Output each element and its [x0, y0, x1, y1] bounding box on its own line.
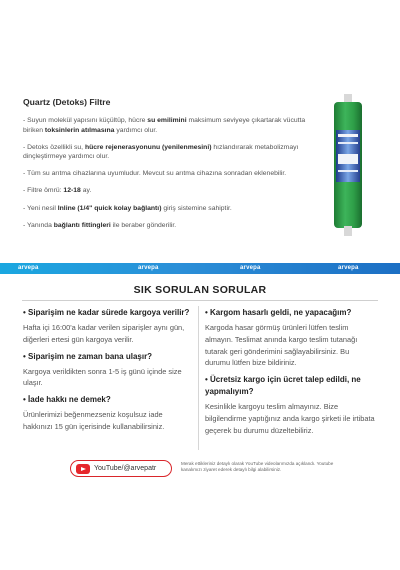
feature-text: - Suyun molekül yapısını küçültüp, hücre [23, 117, 148, 124]
divider [22, 300, 378, 301]
feature-highlight: hücre rejenerasyonunu (yenilenmesini) [84, 143, 212, 151]
faq-question: • Siparişim ne zaman bana ulaşır? [23, 351, 153, 361]
youtube-icon [76, 464, 90, 474]
faq-question: • İade hakkı ne demek? [23, 395, 111, 405]
banner-brand: arvepa [240, 264, 261, 271]
feature-highlight: su emilimini [147, 117, 187, 124]
banner-brand: arvepa [138, 264, 159, 271]
feature-text: ile beraber gönderilir. [110, 221, 177, 229]
feature-highlight: bağlantı fittingleri [53, 221, 111, 229]
feature-text: - Yanında [23, 221, 54, 229]
youtube-note: Merak ettikleriniz detaylı olarak YouTube videolarımızda açıklandı. Youtube kanalımızı ziyaret ederek detaylı bilgi alabilirsiniz. [181, 461, 334, 472]
faq-question: • Ücretsiz kargo için ücret talep edildi, ne yapmalıyım? [205, 375, 361, 397]
feature-item [23, 204, 318, 214]
banner-brand: arvepa [18, 264, 39, 271]
banner-brand: arvepa [338, 264, 359, 271]
feature-text: yardımcı olur. [114, 126, 158, 134]
faq-answer: Ürünlerimizi beğenmezseniz koşulsuz iade hakkınızı 15 gün içerisinde kullanabilirsiniz. [23, 410, 165, 431]
faq-answer: Kargoya verildikten sonra 1-5 iş günü içinde size ulaşır. [23, 366, 182, 388]
faq-title: SIK SORULAN SORULAR [133, 284, 267, 296]
faq-right-column [205, 307, 375, 442]
faq-left-column [23, 307, 193, 438]
faq-answer: Kesinlikle kargoyu teslim almayınız. Bize bilgilendirme yaptığınız anda kargo şirketi ile irtibata geçerek bu durumu düzeltebiliriz. [205, 402, 375, 435]
feature-text: giriş sistemine sahiptir. [161, 204, 232, 212]
feature-text: - Filtre ömrü: [23, 187, 64, 195]
feature-item [23, 221, 318, 231]
feature-highlight: 12-18 [63, 187, 81, 195]
feature-text: - Detoks özellikli su, [23, 143, 85, 151]
feature-highlight: toksinlerin atılmasına [44, 126, 115, 134]
feature-item [23, 116, 318, 135]
faq-answer: Hafta içi 16:00'a kadar verilen siparişler aynı gün, diğerleri ertesi gün kargoya verilir. [23, 323, 185, 344]
feature-text: hızlandırarak metabolizmayı dinçleştirmeye yardımcı olur. [23, 143, 299, 161]
quartz-filter-image [330, 94, 366, 236]
feature-text: - Tüm su arıtma cihazlarına uyumludur. Mevcut su arıtma cihazına sonradan eklenebilir. [23, 170, 287, 178]
faq-question: • Siparişim ne kadar sürede kargoya verilir? [23, 308, 190, 317]
feature-item [23, 186, 318, 196]
feature-text: maksimum seviyeye çıkartarak vücutta biriken [23, 117, 306, 134]
brand-banner [0, 263, 400, 274]
feature-text: - Yeni nesil [23, 204, 58, 212]
faq-answer: Kargoda hasar görmüş ürünleri lütfen teslim almayın. Teslimat anında kargo teslim tutanağı tutarak geri gönderimini sağlayabilirsiniz. Bu durumu lütfen bize bildiriniz. [205, 323, 358, 368]
feature-list [23, 116, 318, 238]
faq-question: • Kargom hasarlı geldi, ne yapacağım? [205, 308, 352, 317]
youtube-label: YouTube/@arvepatr [94, 465, 157, 472]
feature-item [23, 169, 318, 179]
feature-highlight: Inline (1/4" quick kolay bağlantı) [57, 204, 162, 212]
column-divider [198, 306, 199, 450]
product-title: Quartz (Detoks) Filtre [23, 97, 111, 107]
feature-item [23, 143, 318, 162]
feature-text: ay. [80, 187, 92, 195]
youtube-link[interactable] [70, 460, 172, 477]
